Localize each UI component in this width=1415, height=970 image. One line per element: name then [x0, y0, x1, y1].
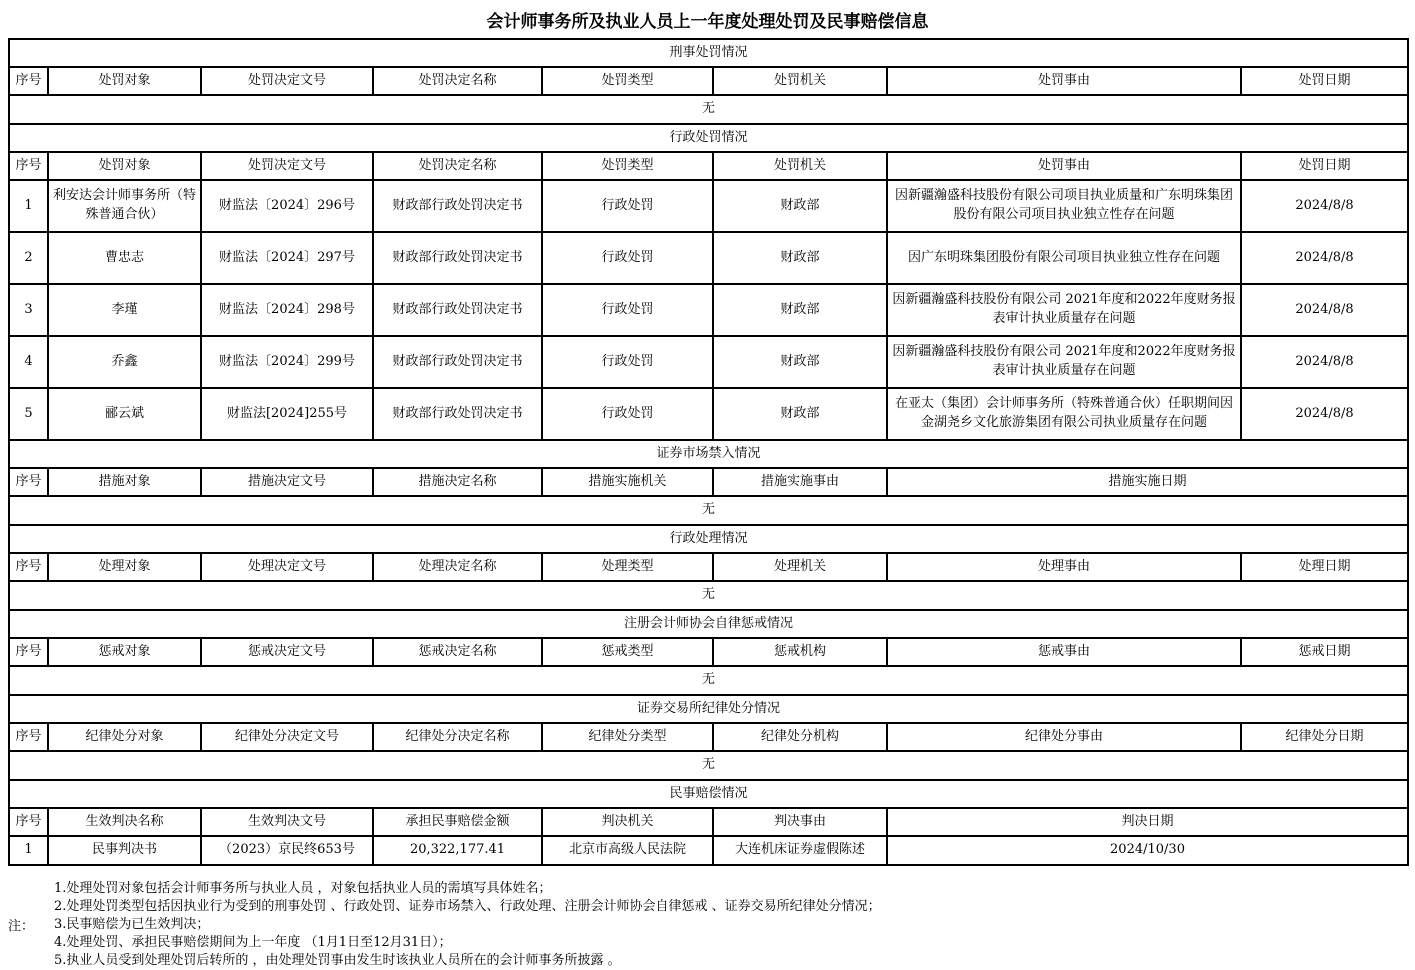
- section-title-admin-handling: 行政处理情况: [9, 525, 1408, 553]
- cell-judgment-doc-no: （2023）京民终653号: [201, 836, 373, 865]
- section-title-civil: 民事赔偿情况: [9, 780, 1408, 808]
- column-header: 处罚机关: [713, 67, 887, 95]
- table-row: [9, 836, 1408, 865]
- cell-date: 2024/8/8: [1241, 336, 1408, 388]
- cell-type: 行政处罚: [542, 180, 713, 232]
- column-header: 措施实施日期: [887, 468, 1408, 496]
- column-header: 惩戒类型: [542, 638, 713, 666]
- column-header: 处罚类型: [542, 67, 713, 95]
- cell-target: 乔鑫: [48, 336, 201, 388]
- cell-target: 曹忠志: [48, 232, 201, 284]
- cell-target: 郦云斌: [48, 388, 201, 440]
- page-title: 会计师事务所及执业人员上一年度处理处罚及民事赔偿信息: [486, 12, 929, 32]
- cell-doc-no: 财监法〔2024〕296号: [201, 180, 373, 232]
- cell-type: 行政处罚: [542, 388, 713, 440]
- column-header: 惩戒日期: [1241, 638, 1408, 666]
- column-header: 惩戒决定名称: [373, 638, 542, 666]
- empty-row-admin-handling: [9, 581, 1408, 610]
- column-header: 措施决定名称: [373, 468, 542, 496]
- column-header: 序号: [9, 553, 48, 581]
- column-header: 处理事由: [887, 553, 1241, 581]
- cell-date: 2024/8/8: [1241, 388, 1408, 440]
- column-header: 序号: [9, 67, 48, 95]
- section-title-criminal: 刑事处罚情况: [9, 39, 1408, 67]
- cell-type: 行政处罚: [542, 336, 713, 388]
- cell-judgment-name: 民事判决书: [48, 836, 201, 865]
- cell-authority: 财政部: [713, 388, 887, 440]
- cell-doc-name: 财政部行政处罚决定书: [373, 284, 542, 336]
- column-header: 纪律处分对象: [48, 723, 201, 751]
- column-header: 处罚日期: [1241, 152, 1408, 180]
- section-row-exchange-discipline: [9, 695, 1408, 723]
- column-header: 处罚决定文号: [201, 152, 373, 180]
- footnotes: [8, 880, 1415, 970]
- header-row-criminal: [9, 67, 1408, 95]
- cell-authority: 财政部: [713, 180, 887, 232]
- section-title-admin-penalty: 行政处罚情况: [9, 124, 1408, 152]
- column-header: 处罚机关: [713, 152, 887, 180]
- empty-row-criminal: [9, 95, 1408, 124]
- column-header: 处罚决定文号: [201, 67, 373, 95]
- cell-reason: 因新疆瀚盛科技股份有限公司 2021年度和2022年度财务报表审计执业质量存在问题: [887, 336, 1241, 388]
- table-row: [9, 388, 1408, 440]
- section-row-market-ban: [9, 440, 1408, 468]
- cell-reason: 因广东明珠集团股份有限公司项目执业独立性存在问题: [887, 232, 1241, 284]
- cell-date: 2024/8/8: [1241, 180, 1408, 232]
- cell-no: 3: [9, 284, 48, 336]
- column-header: 序号: [9, 808, 48, 836]
- table-row: [9, 180, 1408, 232]
- column-header: 纪律处分机构: [713, 723, 887, 751]
- footnote-item: 5.执业人员受到处理处罚后转所的 ，由处理处罚事由发生时该执业人员所在的会计师事务所披露 。: [54, 952, 621, 968]
- cell-court: 北京市高级人民法院: [542, 836, 713, 865]
- cell-target: 利安达会计师事务所（特殊普通合伙）: [48, 180, 201, 232]
- column-header: 判决日期: [887, 808, 1408, 836]
- column-header: 处罚决定名称: [373, 67, 542, 95]
- column-header: 纪律处分决定文号: [201, 723, 373, 751]
- column-header: 纪律处分决定名称: [373, 723, 542, 751]
- column-header: 惩戒决定文号: [201, 638, 373, 666]
- column-header: 处罚类型: [542, 152, 713, 180]
- column-header: 生效判决文号: [201, 808, 373, 836]
- cell-type: 行政处罚: [542, 284, 713, 336]
- section-row-criminal: [9, 39, 1408, 67]
- column-header: 处罚对象: [48, 67, 201, 95]
- cell-doc-no: 财监法〔2024〕298号: [201, 284, 373, 336]
- section-row-admin-penalty: [9, 124, 1408, 152]
- column-header: 处罚对象: [48, 152, 201, 180]
- punishment-table: [8, 38, 1409, 866]
- column-header: 纪律处分日期: [1241, 723, 1408, 751]
- table-row: [9, 336, 1408, 388]
- column-header: 处理决定文号: [201, 553, 373, 581]
- column-header: 序号: [9, 723, 48, 751]
- column-header: 序号: [9, 152, 48, 180]
- cell-doc-name: 财政部行政处罚决定书: [373, 388, 542, 440]
- footnote-item: 3.民事赔偿为已生效判决；: [54, 916, 210, 932]
- cell-judgment-reason: 大连机床证券虚假陈述: [713, 836, 887, 865]
- cell-authority: 财政部: [713, 336, 887, 388]
- section-row-admin-handling: [9, 525, 1408, 553]
- footnote-item: 4.处理处罚、承担民事赔偿期间为上一年度 （1月1日至12月31日）；: [54, 934, 452, 950]
- column-header: 处罚事由: [887, 152, 1241, 180]
- header-row-admin-penalty: [9, 152, 1408, 180]
- header-row-admin-handling: [9, 553, 1408, 581]
- column-header: 纪律处分事由: [887, 723, 1241, 751]
- section-title-market-ban: 证券市场禁入情况: [9, 440, 1408, 468]
- column-header: 承担民事赔偿金额: [373, 808, 542, 836]
- footnote-item: 2.处理处罚类型包括因执业行为受到的刑事处罚 、行政处罚、证券市场禁入、行政处理、注册会计师协会自律惩戒 、证券交易所纪律处分情况；: [54, 898, 881, 914]
- cell-reason: 在亚太（集团）会计师事务所（特殊普通合伙）任职期间因金湖尧乡文化旅游集团有限公司执业质量存在问题: [887, 388, 1241, 440]
- column-header: 序号: [9, 468, 48, 496]
- empty-value: 无: [9, 496, 1408, 525]
- cell-compensation-amount: 20,322,177.41: [373, 836, 542, 865]
- cell-no: 4: [9, 336, 48, 388]
- empty-value: 无: [9, 581, 1408, 610]
- footnotes-list: [54, 880, 1415, 970]
- column-header: 惩戒机构: [713, 638, 887, 666]
- column-header: 措施决定文号: [201, 468, 373, 496]
- column-header: 处理类型: [542, 553, 713, 581]
- header-row-civil: [9, 808, 1408, 836]
- cell-doc-name: 财政部行政处罚决定书: [373, 336, 542, 388]
- column-header: 惩戒对象: [48, 638, 201, 666]
- cell-judgment-date: 2024/10/30: [887, 836, 1408, 865]
- column-header: 措施实施事由: [713, 468, 887, 496]
- column-header: 判决事由: [713, 808, 887, 836]
- cell-date: 2024/8/8: [1241, 232, 1408, 284]
- cell-authority: 财政部: [713, 232, 887, 284]
- cell-doc-name: 财政部行政处罚决定书: [373, 232, 542, 284]
- column-header: 处罚决定名称: [373, 152, 542, 180]
- section-title-cpa-discipline: 注册会计师协会自律惩戒情况: [9, 610, 1408, 638]
- column-header: 处罚事由: [887, 67, 1241, 95]
- column-header: 纪律处分类型: [542, 723, 713, 751]
- footnote-item: 1.处理处罚对象包括会计师事务所与执业人员 ，对象包括执业人员的需填写具体姓名；: [54, 881, 552, 896]
- cell-no: 1: [9, 836, 48, 865]
- section-title-exchange-discipline: 证券交易所纪律处分情况: [9, 695, 1408, 723]
- column-header: 处理机关: [713, 553, 887, 581]
- cell-target: 李瑾: [48, 284, 201, 336]
- section-row-civil: [9, 780, 1408, 808]
- cell-doc-no: 财监法〔2024〕299号: [201, 336, 373, 388]
- header-row-cpa-discipline: [9, 638, 1408, 666]
- cell-type: 行政处罚: [542, 232, 713, 284]
- cell-doc-no: 财监法[2024]255号: [201, 388, 373, 440]
- cell-no: 2: [9, 232, 48, 284]
- column-header: 处理对象: [48, 553, 201, 581]
- column-header: 措施对象: [48, 468, 201, 496]
- empty-value: 无: [9, 751, 1408, 780]
- empty-row-market-ban: [9, 496, 1408, 525]
- footnotes-label: 注：: [8, 919, 35, 935]
- cell-reason: 因新疆瀚盛科技股份有限公司项目执业质量和广东明珠集团股份有限公司项目执业独立性存在问题: [887, 180, 1241, 232]
- cell-no: 1: [9, 180, 48, 232]
- column-header: 惩戒事由: [887, 638, 1241, 666]
- cell-no: 5: [9, 388, 48, 440]
- column-header: 判决机关: [542, 808, 713, 836]
- cell-doc-name: 财政部行政处罚决定书: [373, 180, 542, 232]
- table-row: [9, 232, 1408, 284]
- section-row-cpa-discipline: [9, 610, 1408, 638]
- column-header: 生效判决名称: [48, 808, 201, 836]
- table-row: [9, 284, 1408, 336]
- empty-row-exchange-discipline: [9, 751, 1408, 780]
- cell-authority: 财政部: [713, 284, 887, 336]
- cell-date: 2024/8/8: [1241, 284, 1408, 336]
- header-row-market-ban: [9, 468, 1408, 496]
- empty-value: 无: [9, 666, 1408, 695]
- cell-doc-no: 财监法〔2024〕297号: [201, 232, 373, 284]
- column-header: 措施实施机关: [542, 468, 713, 496]
- header-row-exchange-discipline: [9, 723, 1408, 751]
- column-header: 处理日期: [1241, 553, 1408, 581]
- empty-row-cpa-discipline: [9, 666, 1408, 695]
- empty-value: 无: [9, 95, 1408, 124]
- cell-reason: 因新疆瀚盛科技股份有限公司 2021年度和2022年度财务报表审计执业质量存在问题: [887, 284, 1241, 336]
- column-header: 处理决定名称: [373, 553, 542, 581]
- column-header: 序号: [9, 638, 48, 666]
- column-header: 处罚日期: [1241, 67, 1408, 95]
